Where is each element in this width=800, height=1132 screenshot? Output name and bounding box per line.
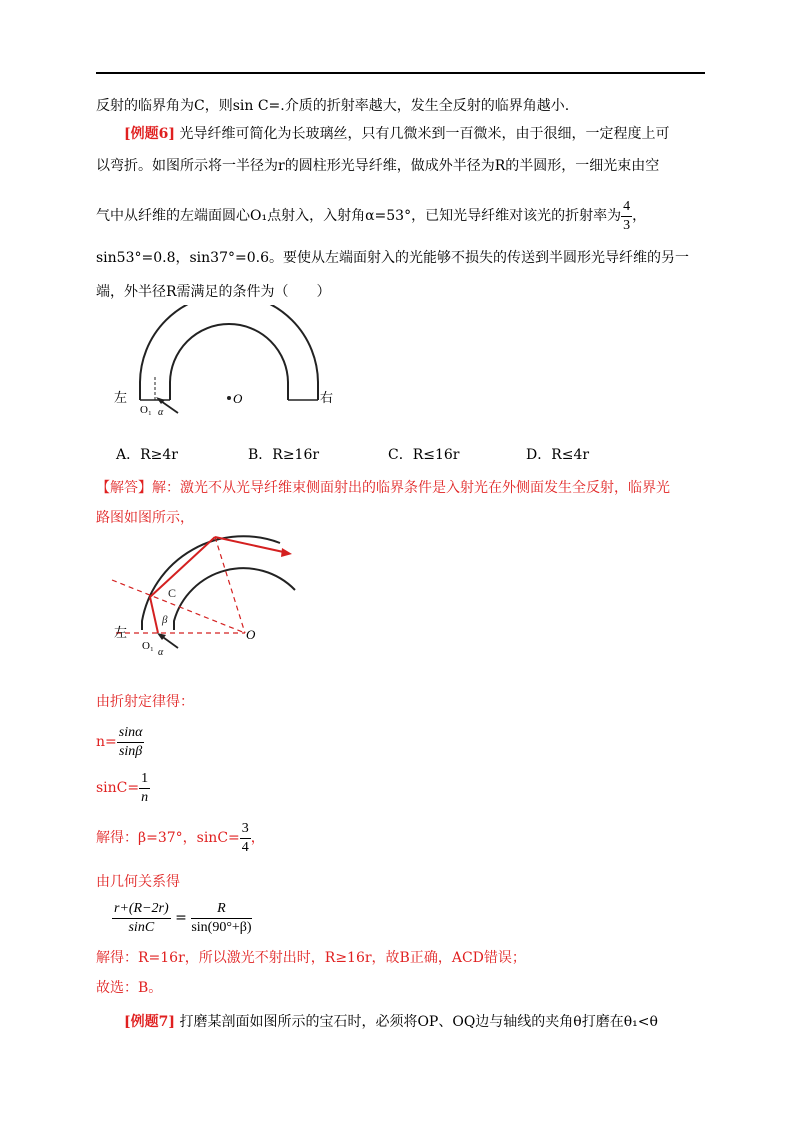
example6-label: [例题6] <box>124 126 175 142</box>
solve1-numerator: 3 <box>240 820 251 839</box>
geometry-equation <box>112 896 252 940</box>
beta-label: β <box>162 614 168 626</box>
solve1-end: ， <box>250 830 265 846</box>
angle-c-label: C <box>168 586 177 600</box>
solve2-line: 解得：R=16r，所以激光不射出时，R≥16r，故B正确，ACD错误； <box>96 950 526 966</box>
sinc-denominator: n <box>141 789 149 805</box>
choice-line: 故选：B。 <box>96 980 163 996</box>
fiber-figure-2 <box>110 525 310 665</box>
inner-arc <box>170 324 288 400</box>
solution-line2: 路图如图所示， <box>96 510 194 526</box>
geom-right-denominator: sin(90°+β) <box>191 919 252 935</box>
solution-text1: 解：激光不从光导纤维束侧面射出的临界条件是入射光在外侧面发生全反射，临界光 <box>152 480 670 496</box>
example6-line1 <box>124 124 669 144</box>
reflected-ray-2 <box>215 537 288 553</box>
refractive-index-fraction <box>621 198 632 235</box>
geometry-line: 由几何关系得 <box>96 874 180 890</box>
option-d[interactable]: D．R≤4r <box>526 447 590 463</box>
solution-label: 【解答】 <box>96 480 152 496</box>
example7-line1 <box>124 1012 658 1032</box>
left-label: 左 <box>114 626 128 641</box>
example6-line5: 端，外半径R需满足的条件为（ ） <box>96 284 331 300</box>
fraction-denominator: 3 <box>623 217 631 233</box>
solution-line1 <box>96 478 670 498</box>
fiber-figure-1 <box>110 305 340 415</box>
example6-line3 <box>96 196 646 236</box>
geom-right-numerator: R <box>191 900 251 919</box>
example6-text3-end: ， <box>632 208 647 224</box>
n-eq-fraction <box>117 724 145 761</box>
example7-text1: 打磨某剖面如图所示的宝石时，必须将OP、OQ边与轴线的夹角θ打磨在θ₁<θ <box>179 1014 658 1030</box>
outer-arc <box>140 305 318 400</box>
solve1-fraction <box>240 820 251 857</box>
reflected-ray-1 <box>150 537 215 597</box>
entry-label: O₁ <box>142 640 154 652</box>
geom-equals: = <box>175 910 187 926</box>
solve1-denominator: 4 <box>241 839 249 855</box>
option-b[interactable]: B．R≥16r <box>248 447 320 463</box>
example7-label: [例题7] <box>124 1014 175 1030</box>
sinc-fraction <box>139 770 150 807</box>
left-label: 左 <box>114 391 128 406</box>
ray-arrow <box>281 548 292 557</box>
center-label: O <box>246 627 256 642</box>
geom-left-denominator: sinC <box>128 919 155 935</box>
sinc-numerator: 1 <box>139 770 150 789</box>
law-line: 由折射定律得： <box>96 694 194 710</box>
sinc-equation <box>96 768 150 808</box>
fraction-numerator: 4 <box>621 198 632 217</box>
option-c[interactable]: C．R≤16r <box>388 447 460 463</box>
normal-dashed-2 <box>215 537 245 633</box>
example6-line2: 以弯折。如图所示将一半径为r的圆柱形光导纤维，做成外半径为R的半圆形，一细光束由空 <box>96 158 660 174</box>
center-label: O <box>233 391 243 406</box>
n-eq-prefix: n= <box>96 734 117 750</box>
geom-left-fraction <box>112 900 171 937</box>
normal-dashed-1 <box>112 580 245 633</box>
option-a[interactable]: A．R≥4r <box>116 447 178 463</box>
center-dot <box>227 396 231 400</box>
solve1-prefix: 解得：β=37°，sinC= <box>96 830 240 846</box>
refracted-ray <box>150 597 158 633</box>
solve1-line <box>96 818 265 858</box>
example6-text3: 气中从纤维的左端面圆心O₁点射入，入射角α=53°，已知光导纤维对该光的折射率为 <box>96 208 622 224</box>
example6-text1: 光导纤维可简化为长玻璃丝，只有几微米到一百微米，由于很细，一定程度上可 <box>179 126 670 142</box>
alpha-label: α <box>158 647 164 658</box>
sinc-prefix: sinC= <box>96 780 140 796</box>
n-equation <box>96 722 144 762</box>
alpha-label: α <box>158 407 164 415</box>
example6-line4: sin53°=0.8，sin37°=0.6。要使从左端面射入的光能够不损失的传送到半圆形光导纤维的另一 <box>96 250 689 266</box>
header-rule <box>96 72 705 74</box>
n-eq-denominator: sinβ <box>118 743 143 759</box>
n-eq-numerator: sinα <box>117 724 145 743</box>
geom-right-fraction <box>191 900 251 937</box>
header-text: 反射的临界角为C，则sin C=.介质的折射率越大，发生全反射的临界角越小. <box>96 98 570 114</box>
geom-left-numerator: r+(R−2r) <box>112 900 171 919</box>
entry-label: O₁ <box>140 404 152 415</box>
right-label: 右 <box>320 391 334 406</box>
